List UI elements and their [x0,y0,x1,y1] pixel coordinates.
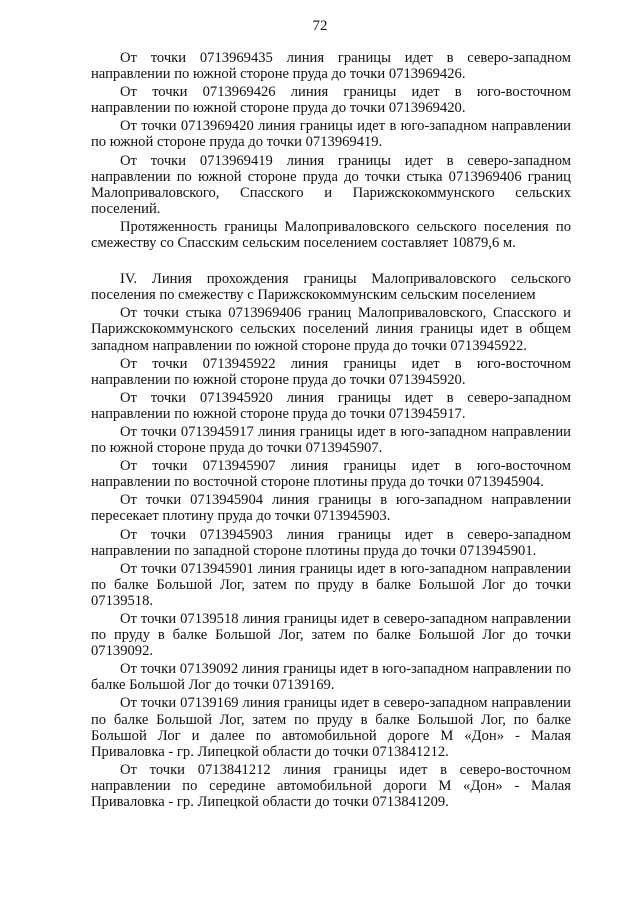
paragraph: От точки 0713945920 линия границы идет в северо-западном направлении по южной стороне пруда до точки 0713945917. [91,389,571,422]
section-heading: IV. Линия прохождения границы Малоприваловского сельского поселения по смежеству с Парижскокоммунским сельским поселением [91,271,571,304]
paragraph: От точки 0713945907 линия границы идет в юго-восточном направлении по восточной стороне плотины пруда до точки 0713945904. [91,458,571,491]
paragraph: От точки стыка 0713969406 границ Малоприваловского, Спасского и Парижскокоммунского сельских поселений линия границы идет в общем западном направлении по южной стороне пруда до точки 0713945922. [91,305,571,354]
paragraph: От точки 07139092 линия границы идет в юго-западном направлении по балке Большой Лог до точки 07139169. [91,661,571,694]
paragraph: От точки 0713945917 линия границы идет в юго-западном направлении по южной стороне пруда до точки 0713945907. [91,423,571,457]
paragraph: От точки 0713969420 линия границы идет в юго-западном направлении по южной стороне пруда до точки 0713969419. [91,118,571,151]
paragraph: От точки 0713945901 линия границы идет в юго-западном направлении по балке Большой Лог, затем по пруду в балке Большой Лог до точки 07139518. [91,560,571,609]
paragraph: От точки 07139169 линия границы идет в северо-западном направлении по балке Большой Лог, затем по пруду в балке Большой Лог, по балке Большой Лог и далее по автомобильной дороге М «Дон» - Малая Приваловка - гр. Липецкой области до точки 0713841212. [91,695,571,760]
paragraph: От точки 0713945904 линия границы в юго-западном направлении пересекает плотину пруда до точки 0713945903. [91,492,571,525]
paragraph: От точки 0713969419 линия границы идет в северо-западном направлении по южной стороне пруда до точки стыка 0713969406 границ Малоприваловского, Спасского и Парижскокоммунского сельских поселений. [91,152,571,217]
paragraph: От точки 0713945903 линия границы идет в северо-западном направлении по западной стороне плотины пруда до точки 0713945901. [91,526,571,559]
document-body [91,50,571,812]
page-number: 72 [312,18,328,34]
paragraph: От точки 0713945922 линия границы идет в юго-восточном направлении по южной стороне пруда до точки 0713945920. [91,355,571,388]
paragraph: От точки 0713969435 линия границы идет в северо-западном направлении по южной стороне пруда до точки 0713969426. [91,50,571,83]
paragraph: От точки 0713969426 линия границы идет в юго-восточном направлении по южной стороне пруда до точки 0713969420. [91,84,571,117]
paragraph-length-summary: Протяженность границы Малоприваловского сельского поселения по смежеству со Спасским сельским поселением составляет 10879,6 м. [91,218,571,252]
paragraph: От точки 07139518 линия границы идет в северо-западном направлении по пруду в балке Большой Лог, затем по балке Большой Лог до точки 07139092. [91,611,571,660]
paragraph: От точки 0713841212 линия границы идет в северо-восточном направлении по середине автомобильной дороги М «Дон» - Малая Приваловка - гр. Липецкой области до точки 0713841209. [91,761,571,811]
